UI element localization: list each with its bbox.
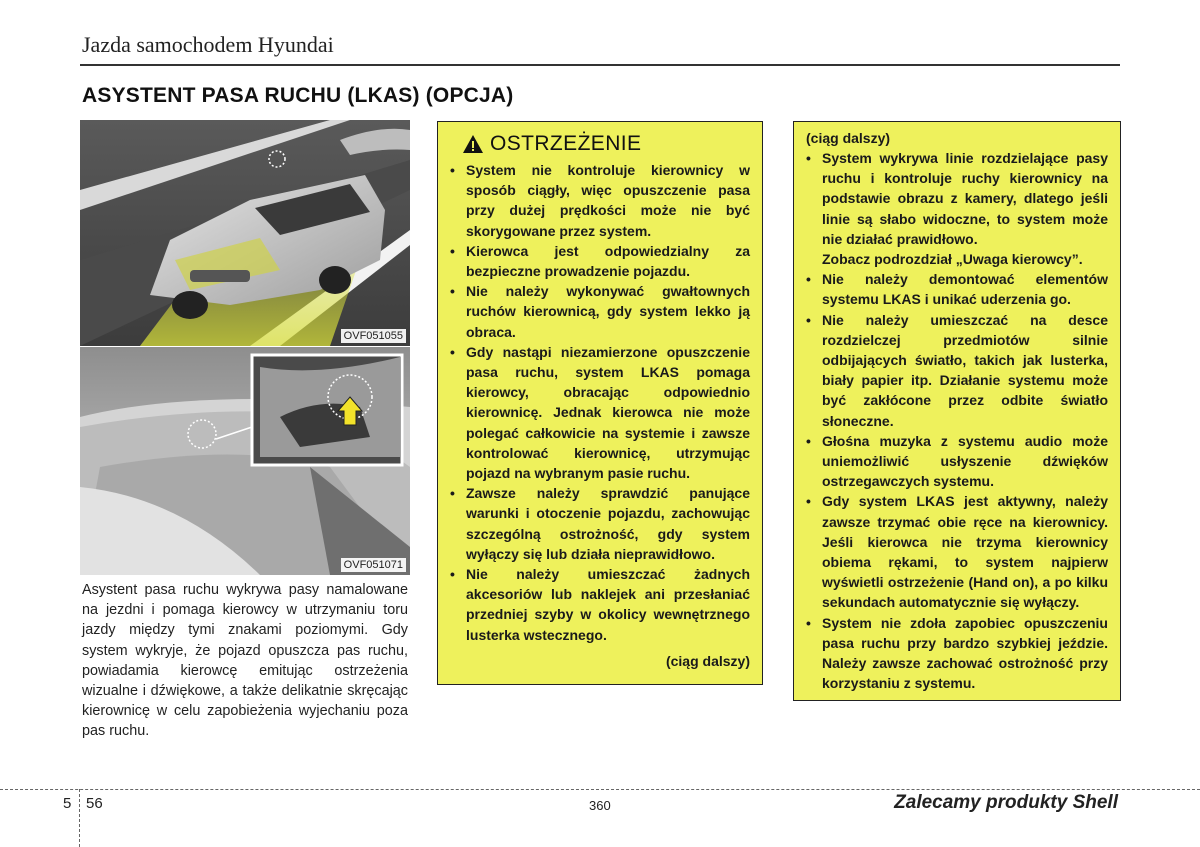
footer-divider — [79, 789, 80, 847]
warning-triangle-icon — [462, 134, 484, 154]
warning-box-continued — [793, 121, 1121, 701]
warning-list — [804, 269, 1108, 693]
figure-code: OVF051071 — [341, 558, 406, 572]
list-item: • System wykrywa linie rozdzielające pasy ruchu i kontroluje ruchy kierownicy na podstawie obrazu z kamery, dlatego jeśli linie są słabo widoczne, to system może nie działać prawidłowo. — [806, 150, 1108, 247]
section-title: ASYSTENT PASA RUCHU (LKAS) (OPCJA) — [82, 84, 514, 107]
warning-box — [437, 121, 763, 685]
car-illustration — [80, 120, 410, 346]
list-item: • System nie zdoła zapobiec opuszczeniu pasa ruchu przy bardzo szybkiej jeździe. Należy zawsze zachować ostrożność przy korzystaniu z systemu. — [806, 614, 1108, 692]
list-item: • Nie należy wykonywać gwałtownych ruchów kierownicą, gdy system lekko ją obraca. — [450, 283, 750, 340]
warning-list — [804, 148, 1108, 249]
list-item: • Nie należy umieszczać żadnych akcesoriów lub naklejek ani przesłaniać przedniej szyby w okolicy wewnętrznego lusterka wstecznego. — [450, 566, 750, 643]
continued-label: (ciąg dalszy) — [806, 130, 891, 146]
header-rule — [80, 64, 1120, 66]
list-item: • Głośna muzyka z systemu audio może uniemożliwić usłyszenie dźwięków ostrzegawczych systemu. — [806, 432, 1108, 490]
list-item: • Kierowca jest odpowiedzialny za bezpieczne prowadzenie pojazdu. — [450, 242, 750, 280]
warning-list — [448, 160, 750, 645]
figure-lane-assist — [80, 120, 410, 346]
figure-code: OVF051055 — [341, 329, 406, 343]
list-item: • Nie należy umieszczać na desce rozdzielczej przedmiotów silnie odbijających światło, takich jak lusterka, biały papier itp. Działanie systemu może być zakłócone przez odbite światło słoneczne. — [806, 311, 1108, 429]
footer-brand: Zalecamy produkty Shell — [894, 792, 1118, 813]
list-item: • Gdy system LKAS jest aktywny, należy zawsze trzymać obie ręce na kierownicy. Jeśli kierowca nie trzyma kierownicy obiema rękami, to system najpierw wyświetli ostrzeżenie (Hand on), a po kilku sekundach automatycznie się wyłączy. — [806, 493, 1108, 611]
warning-title: OSTRZEŻENIE — [490, 132, 642, 155]
see-also-note: Zobacz podrozdział „Uwaga kierowcy”. — [822, 251, 1083, 268]
page-number: 56 — [86, 795, 103, 812]
warning-header — [462, 132, 750, 156]
list-item: • Nie należy demontować elementów systemu LKAS i unikać uderzenia go. — [806, 271, 1108, 308]
sheet-number: 360 — [589, 798, 611, 813]
chapter-title: Jazda samochodem Hyundai — [82, 32, 334, 57]
list-item: • System nie kontroluje kierownicy w sposób ciągły, więc opuszczenie pasa przy dużej prędkości może nie być skorygowane przez system. — [450, 162, 750, 239]
list-item: • Gdy nastąpi niezamierzone opuszczenie pasa ruchu, system LKAS pomaga kierowcy, obracając odpowiednio kierownicę. Jednak kierowca nie może polegać całkowicie na systemie i zawsze kontrolować kierownicę, utrzymując pojazd na wybranym pasie ruchu. — [450, 343, 750, 482]
windshield-illustration — [80, 347, 410, 575]
footer-rule — [0, 789, 1200, 790]
figure-camera-location — [80, 347, 410, 575]
list-item: • Zawsze należy sprawdzić panujące warunki i otoczenie pojazdu, zachowując szczególną ostrożność, gdy system wyłączy się lub działa nieprawidłowo. — [450, 485, 750, 562]
chapter-number: 5 — [63, 795, 72, 812]
intro-caption: Asystent pasa ruchu wykrywa pasy namalowane na jezdni i pomaga kierowcy w utrzymaniu toru jazdy między tymi znakami poziomymi. Gdy system wykryje, że pojazd opuszcza pas ruchu, powiadamia kierowcę emitując ostrzeżenia wizualne i dźwiękowe, a także delikatnie skręcając kierownicę w celu zapobieżenia wyjechaniu poza pas ruchu. — [82, 582, 408, 740]
continued-label: (ciąg dalszy) — [665, 652, 750, 669]
